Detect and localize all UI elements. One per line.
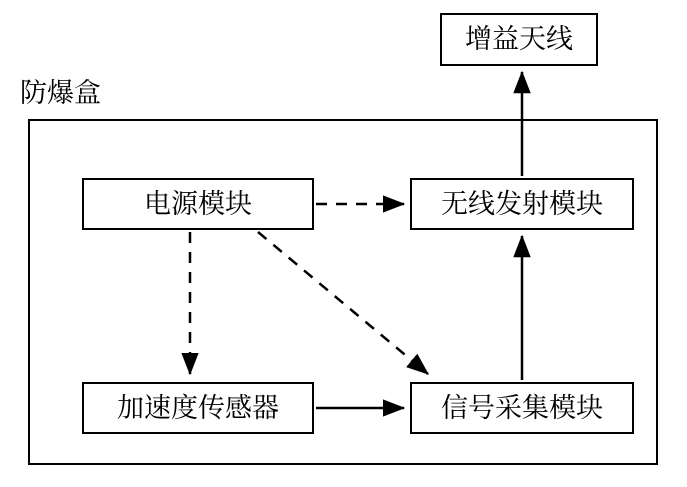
node-signal-acquisition-module-label: 信号采集模块 — [441, 392, 603, 424]
node-antenna[interactable] — [440, 13, 598, 66]
node-signal-acquisition-module[interactable] — [410, 382, 634, 434]
node-power-module-label: 电源模块 — [144, 188, 252, 220]
edge-power-to-acquisition — [258, 232, 428, 374]
node-acceleration-sensor[interactable] — [82, 382, 314, 434]
node-antenna-label: 增益天线 — [465, 24, 573, 55]
node-wireless-transmit-module-label: 无线发射模块 — [441, 188, 603, 220]
enclosure-label: 防爆盒 — [20, 78, 101, 109]
node-acceleration-sensor-label: 加速度传感器 — [117, 392, 279, 424]
node-wireless-transmit-module[interactable] — [410, 178, 634, 230]
node-power-module[interactable] — [82, 178, 314, 230]
